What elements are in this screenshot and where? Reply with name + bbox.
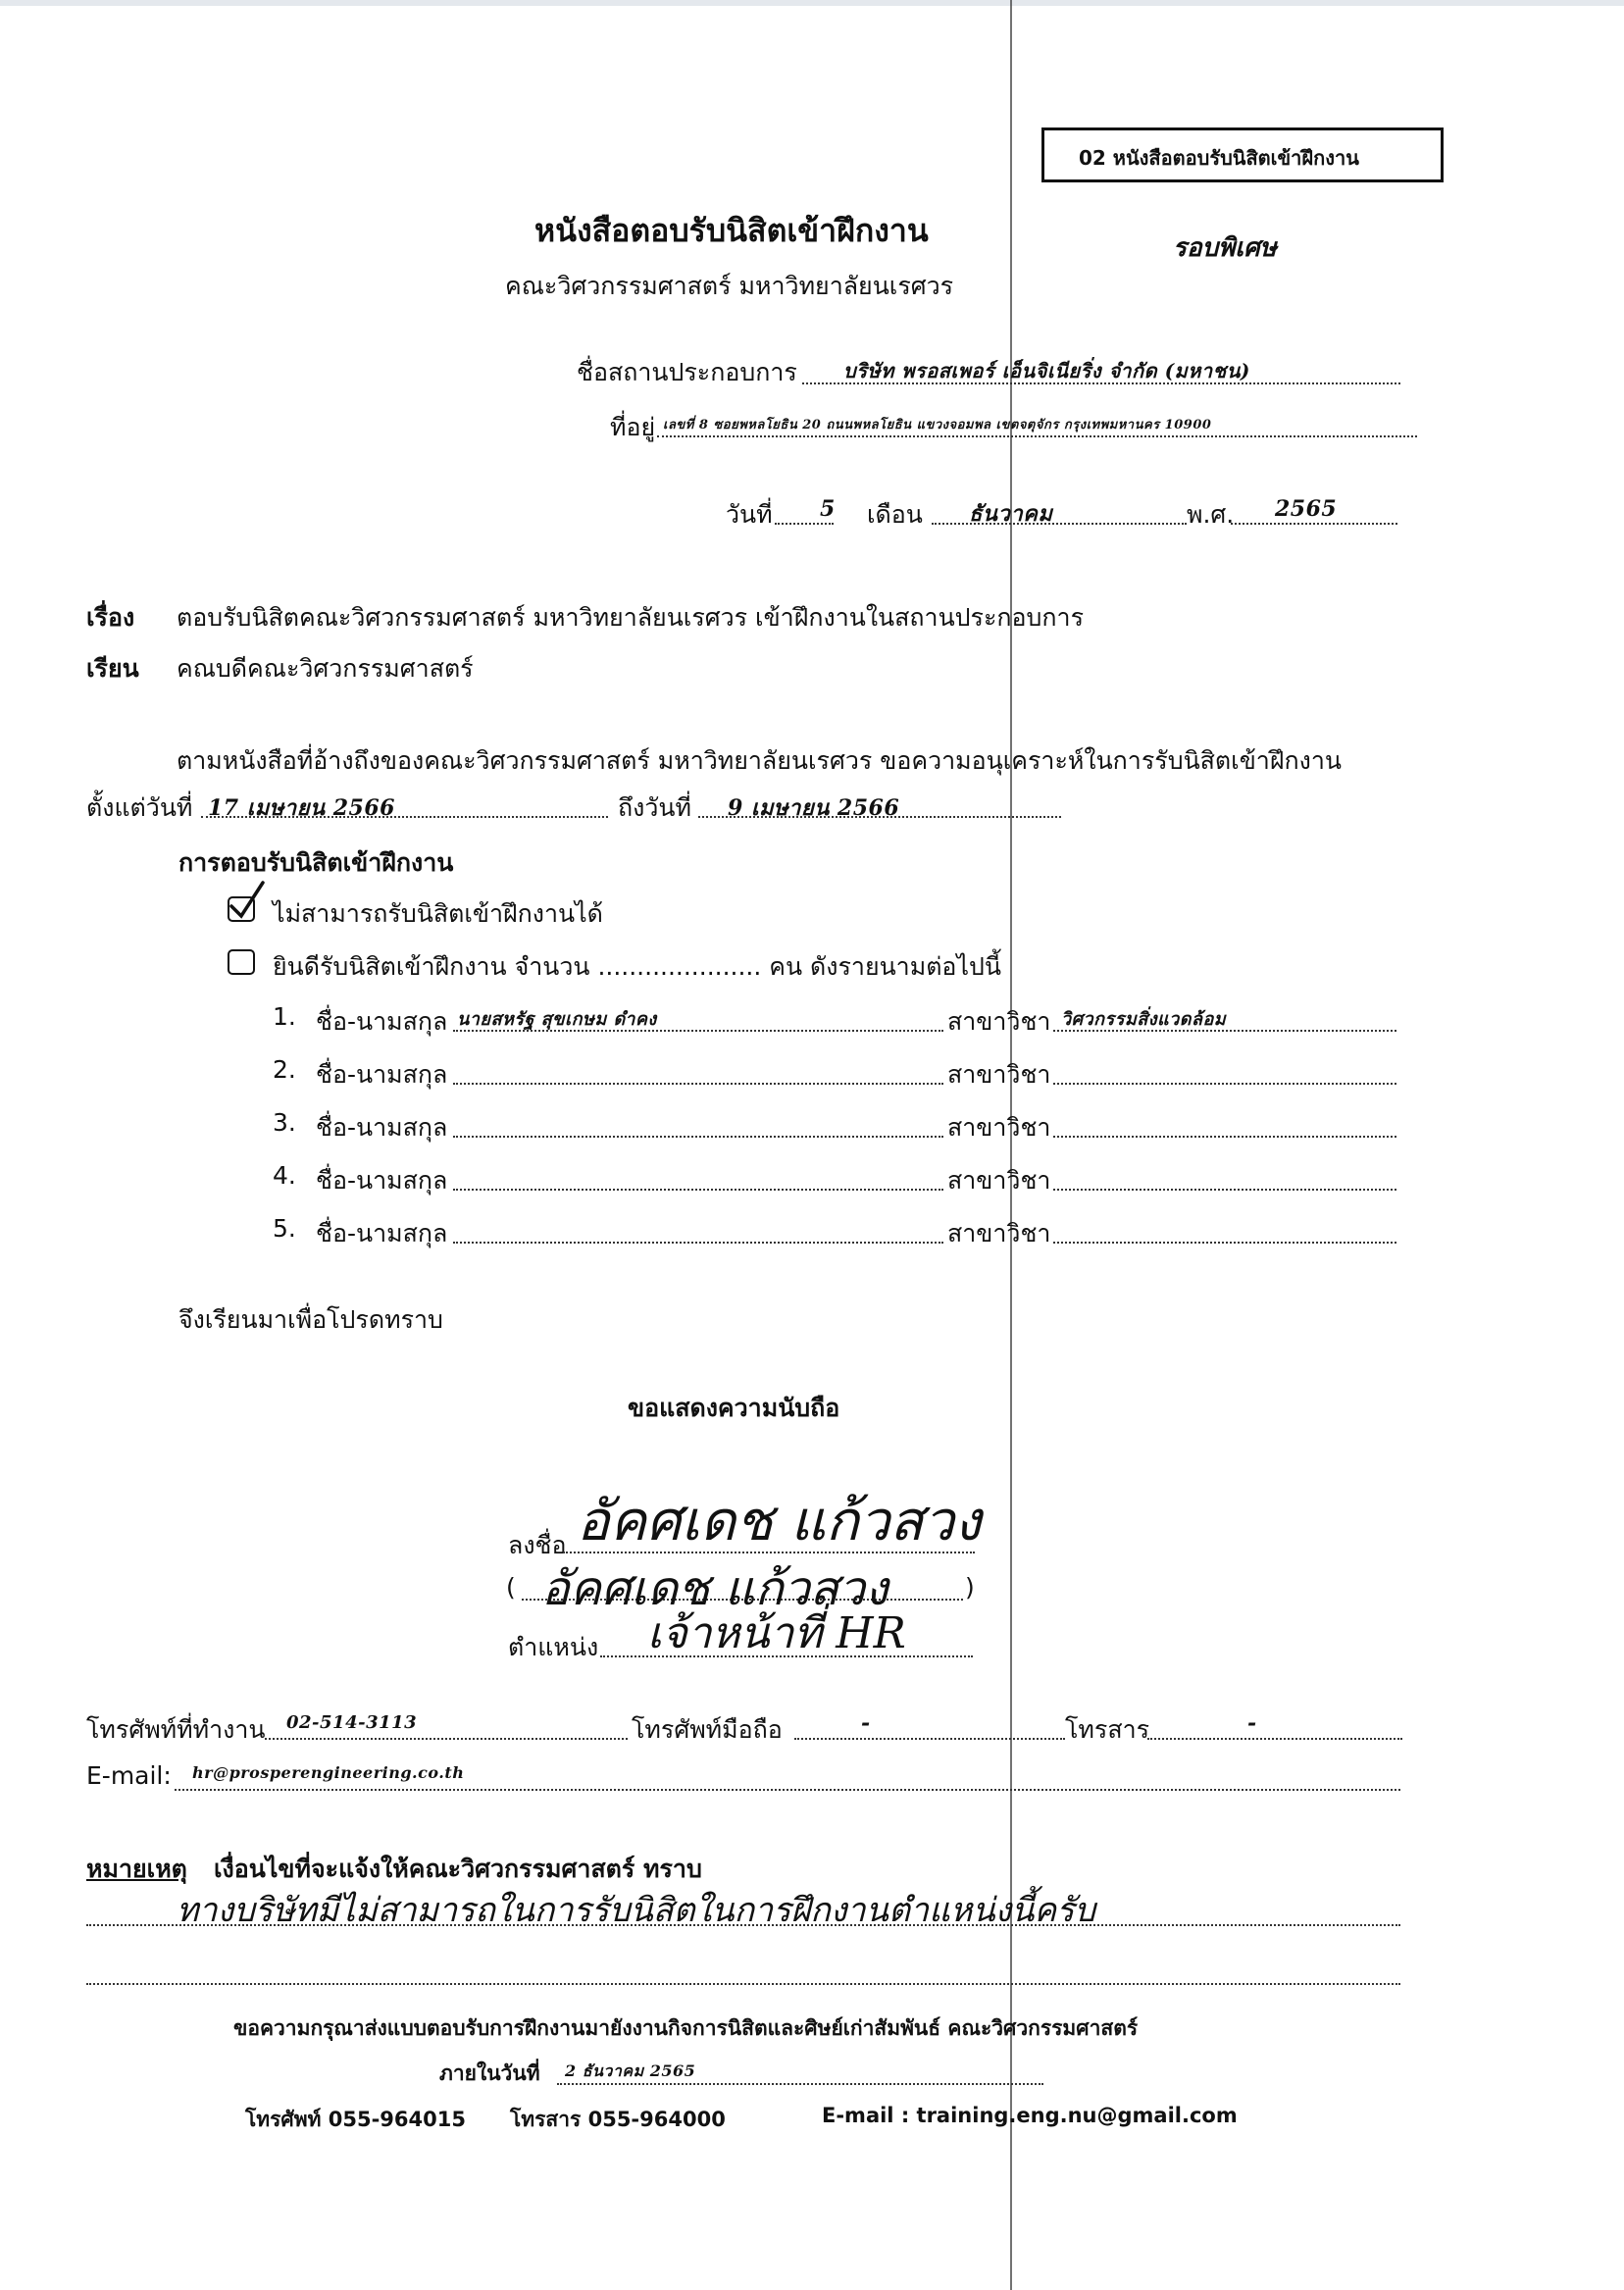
mobile-label: โทรศัพท์มือถือ — [632, 1715, 783, 1744]
major-label: สาขาวิชา — [947, 1007, 1051, 1036]
footer-request: ขอความกรุณาส่งแบบตอบรับการฝึกงานมายังงานกิจการนิสิตและศิษย์เก่าสัมพันธ์ คณะวิศวกรรมศาสตร์ — [233, 2016, 1139, 2040]
handwritten-signature: อัคศเดช แก้วสวง — [577, 1490, 982, 1553]
document-code: 02 หนังสือตอบรับนิสิตเข้าฝึกงาน — [1079, 146, 1359, 170]
name-label: ชื่อ-นามสกุล — [316, 1060, 448, 1089]
email-value: hr@prosperengineering.co.th — [192, 1763, 465, 1782]
response-heading: การตอบรับนิสิตเข้าฝึกงาน — [178, 848, 454, 877]
signature-label: ลงชื่อ — [508, 1531, 567, 1559]
major-line — [1053, 1083, 1396, 1085]
address-value: เลขที่ 8 ซอยพหลโยธิน 20 ถนนพหลโยธิน แขวงจอมพล เขตจตุจักร กรุงเทพมหานคร 10900 — [663, 418, 1212, 433]
accept-option-label: ยินดีรับนิสิตเข้าฝึกงาน จำนวน ..................... คน ดังรายนามต่อไปนี้ — [273, 952, 1001, 981]
footer-within-value: 2 ธันวาคม 2565 — [565, 2061, 696, 2080]
name-line — [453, 1083, 943, 1085]
day-value: 5 — [820, 496, 836, 522]
faculty-subtitle: คณะวิศวกรรมศาสตร์ มหาวิทยาลัยนเรศวร — [505, 272, 954, 300]
student-name: นายสหรัฐ สุขเกษม ดำคง — [457, 1009, 657, 1030]
mobile-value: - — [861, 1710, 871, 1736]
major-line — [1053, 1189, 1396, 1191]
company-label: ชื่อสถานประกอบการ — [577, 358, 797, 386]
row-number: 3. — [273, 1108, 296, 1137]
month-value: ธันวาคม — [969, 501, 1053, 527]
day-label: วันที่ — [726, 500, 773, 529]
name-line — [453, 1242, 943, 1244]
email-label: E-mail: — [86, 1761, 172, 1790]
major-label: สาขาวิชา — [947, 1219, 1051, 1247]
position-label: ตำแหน่ง — [508, 1633, 599, 1661]
company-value: บริษัท พรอสเพอร์ เอ็นจิเนียริ่ง จำกัด (มหาชน) — [843, 359, 1250, 382]
email-line — [175, 1789, 1400, 1791]
note-handwritten: ทางบริษัทมีไม่สามารถในการรับนิสิตในการฝึกงานตำแหน่งนี้ครับ — [177, 1891, 1095, 1930]
footer-within-label: ภายในวันที่ — [439, 2061, 540, 2085]
note-text: เงื่อนไขที่จะแจ้งให้คณะวิศวกรรมศาสตร์ ทราบ — [214, 1855, 702, 1883]
major-label: สาขาวิชา — [947, 1060, 1051, 1089]
row-number: 1. — [273, 1002, 296, 1031]
name-label: ชื่อ-นามสกุล — [316, 1113, 448, 1142]
decline-option-label: ไม่สามารถรับนิสิตเข้าฝึกงานได้ — [273, 899, 603, 928]
row-number: 5. — [273, 1214, 296, 1243]
note-label: หมายเหตุ — [86, 1855, 187, 1883]
name-line — [453, 1189, 943, 1191]
printed-name: อัคศเดช แก้วสวง — [541, 1561, 888, 1616]
month-label: เดือน — [867, 500, 923, 529]
major-line — [1053, 1136, 1396, 1138]
fax-label: โทรสาร — [1065, 1715, 1150, 1744]
note-line-2 — [86, 1983, 1400, 1985]
subject-text: ตอบรับนิสิตคณะวิศวกรรมศาสตร์ มหาวิทยาลัยนเรศวร เข้าฝึกงานในสถานประกอบการ — [177, 603, 1085, 632]
footer-phone: โทรศัพท์ 055-964015 — [245, 2108, 466, 2131]
from-date-label: ตั้งแต่วันที่ — [86, 793, 193, 822]
name-label: ชื่อ-นามสกุล — [316, 1166, 448, 1195]
to-date-value: 9 เมษายน 2566 — [728, 795, 900, 821]
from-date-value: 17 เมษายน 2566 — [208, 795, 395, 821]
fax-value: - — [1247, 1710, 1257, 1736]
student-major: วิศวกรรมสิ่งแวดล้อม — [1061, 1009, 1227, 1030]
phone-label: โทรศัพท์ที่ทำงาน — [86, 1715, 266, 1744]
subject-label: เรื่อง — [86, 603, 135, 632]
position-value: เจ้าหน้าที่ HR — [647, 1608, 906, 1658]
major-label: สาขาวิชา — [947, 1166, 1051, 1195]
year-line — [1231, 523, 1397, 525]
regards: ขอแสดงความนับถือ — [628, 1394, 840, 1422]
major-line — [1053, 1242, 1396, 1244]
address-line — [657, 435, 1417, 437]
footer-email[interactable]: E-mail : training.eng.nu@gmail.com — [822, 2104, 1238, 2127]
row-number: 4. — [273, 1161, 296, 1190]
year-value: 2565 — [1275, 496, 1338, 522]
name-label: ชื่อ-นามสกุล — [316, 1007, 448, 1036]
body-text: ตามหนังสือที่อ้างถึงของคณะวิศวกรรมศาสตร์ มหาวิทยาลัยนเรศวร ขอความอนุเคราะห์ในการรับนิสิตเข้าฝึกงาน — [177, 746, 1342, 775]
to-text: คณบดีคณะวิศวกรรมศาสตร์ — [177, 654, 474, 683]
to-label: เรียน — [86, 654, 139, 683]
open-paren: ( — [506, 1573, 516, 1602]
to-date-label: ถึงวันที่ — [618, 793, 691, 822]
note-line-1 — [86, 1924, 1400, 1926]
mobile-line — [794, 1738, 1065, 1740]
footer-fax: โทรสาร 055-964000 — [510, 2108, 726, 2131]
address-label: ที่อยู่ — [610, 413, 656, 441]
check-mark-icon — [224, 879, 267, 922]
scan-top-edge — [0, 0, 1624, 6]
page-title: หนังสือตอบรับนิสิตเข้าฝึกงาน — [534, 212, 929, 249]
closing-line: จึงเรียนมาเพื่อโปรดทราบ — [178, 1305, 443, 1334]
year-label: พ.ศ. — [1187, 500, 1235, 529]
row-number: 2. — [273, 1055, 296, 1084]
name-label: ชื่อ-นามสกุล — [316, 1219, 448, 1247]
major-label: สาขาวิชา — [947, 1113, 1051, 1142]
special-round-label: รอบพิเศษ — [1173, 233, 1277, 263]
fax-line — [1147, 1738, 1402, 1740]
phone-line — [265, 1738, 628, 1740]
name-line — [453, 1136, 943, 1138]
accept-checkbox[interactable] — [228, 949, 255, 975]
phone-value: 02-514-3113 — [286, 1712, 418, 1733]
close-paren: ) — [965, 1573, 975, 1602]
day-line — [775, 523, 834, 525]
